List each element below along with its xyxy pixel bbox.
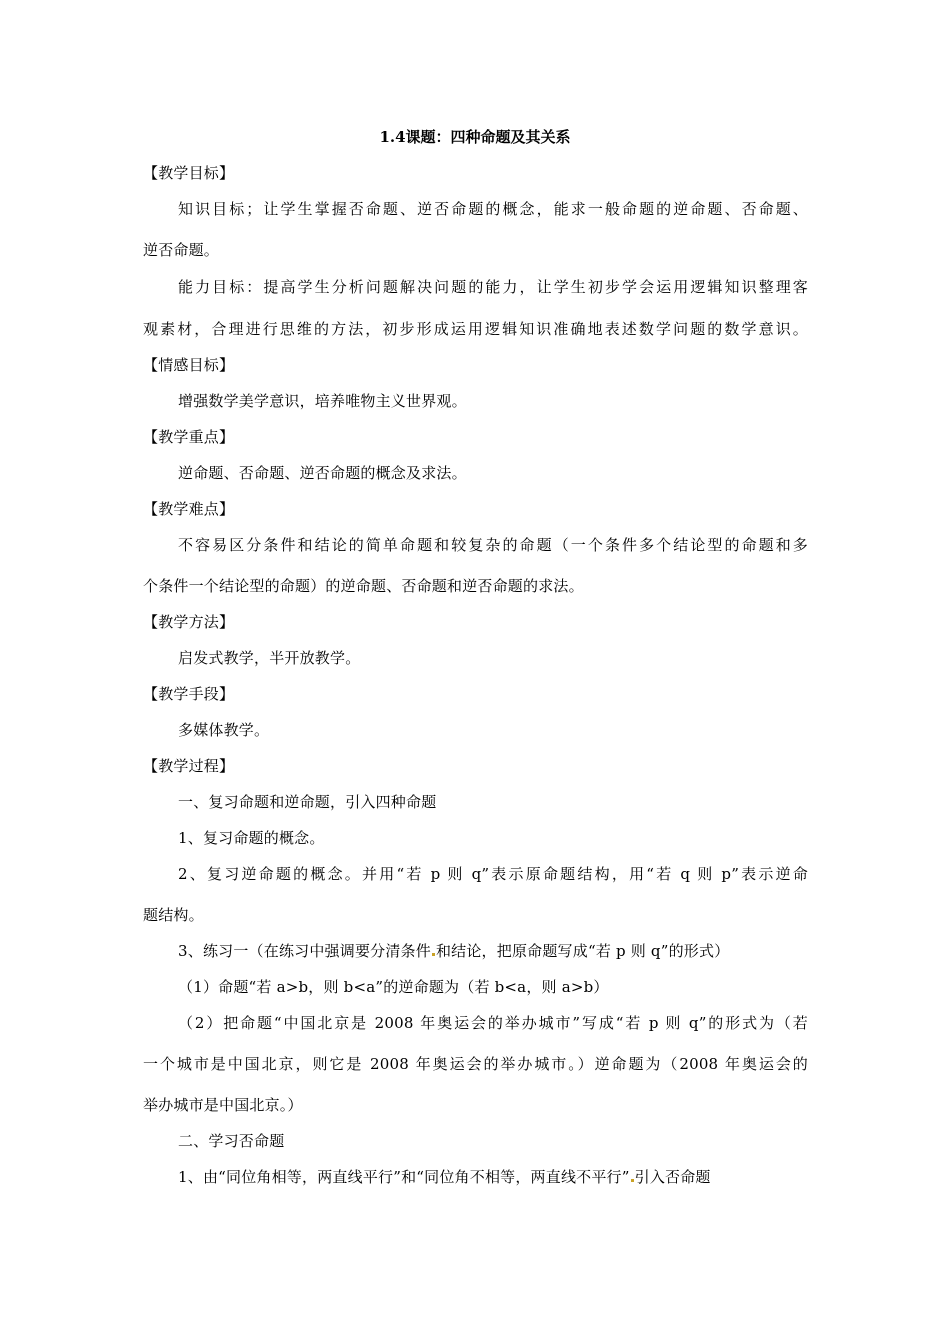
process-item-3-line-2: 题结构。 xyxy=(143,906,204,924)
method-text: 启发式教学，半开放教学。 xyxy=(178,649,361,667)
knowledge-objective-line-1: 知识目标；让学生掌握否命题、逆否命题的概念，能求一般命题的逆命题、否命题、 xyxy=(178,200,808,218)
process-item-2: 1、复习命题的概念。 xyxy=(178,829,325,847)
key-points-heading: 【教学重点】 xyxy=(143,428,235,446)
page-title: 1.4课题：四种命题及其关系 xyxy=(379,128,571,146)
ability-objective-line-1: 能力目标：提高学生分析问题解决问题的能力，让学生初步学会运用逻辑知识整理客 xyxy=(178,278,808,296)
process-heading: 【教学过程】 xyxy=(143,757,235,775)
exercise-2-line-1: （2）把命题“中国北京是 2008 年奥运会的举办城市”写成“若 p 则 q”的形式为（若 xyxy=(178,1014,808,1032)
process-item-6 xyxy=(178,1167,808,1187)
stray-dot-mark xyxy=(432,953,435,956)
objectives-heading: 【教学目标】 xyxy=(143,164,235,182)
ability-objective-line-2: 观素材，合理进行思维的方法，初步形成运用逻辑知识准确地表述数学问题的数学意识。 xyxy=(143,320,808,338)
process-item-5: 二、学习否命题 xyxy=(178,1132,285,1150)
exercise-2-line-2: 一个城市是中国北京，则它是 2008 年奥运会的举办城市。）逆命题为（2008 年奥运会的 xyxy=(143,1055,808,1073)
difficulty-line-1: 不容易区分条件和结论的简单命题和较复杂的命题（一个条件多个结论型的命题和多 xyxy=(178,536,808,554)
emotion-heading: 【情感目标】 xyxy=(143,356,235,374)
emotion-text: 增强数学美学意识，培养唯物主义世界观。 xyxy=(178,392,467,410)
difficulty-heading: 【教学难点】 xyxy=(143,500,235,518)
stray-dot-mark-2 xyxy=(631,1179,634,1182)
process-item-6-part-a: 1、由“同位角相等，两直线平行”和“同位角不相等，两直线不平行” xyxy=(178,1168,630,1186)
exercise-1: （1）命题“若 a>b，则 b<a”的逆命题为（若 b<a，则 a>b） xyxy=(178,978,609,996)
exercise-2-line-3: 举办城市是中国北京。） xyxy=(143,1096,303,1114)
process-item-1: 一、复习命题和逆命题，引入四种命题 xyxy=(178,793,437,811)
process-item-6-part-b: 引入否命题 xyxy=(634,1168,711,1186)
means-text: 多媒体教学。 xyxy=(178,721,270,739)
key-points-text: 逆命题、否命题、逆否命题的概念及求法。 xyxy=(178,464,467,482)
means-heading: 【教学手段】 xyxy=(143,685,235,703)
difficulty-line-2: 个条件一个结论型的命题）的逆命题、否命题和逆否命题的求法。 xyxy=(143,577,584,595)
process-item-4 xyxy=(178,941,808,961)
knowledge-objective-line-2: 逆否命题。 xyxy=(143,241,220,259)
process-item-3-line-1: 2、复习逆命题的概念。并用“若 p 则 q”表示原命题结构，用“若 q 则 p”表示逆命 xyxy=(178,865,808,883)
process-item-4-part-a: 3、练习一（在练习中强调要分清条件 xyxy=(178,942,431,960)
method-heading: 【教学方法】 xyxy=(143,613,235,631)
process-item-4-part-b: 和结论，把原命题写成“若 p 则 q”的形式） xyxy=(435,942,730,960)
